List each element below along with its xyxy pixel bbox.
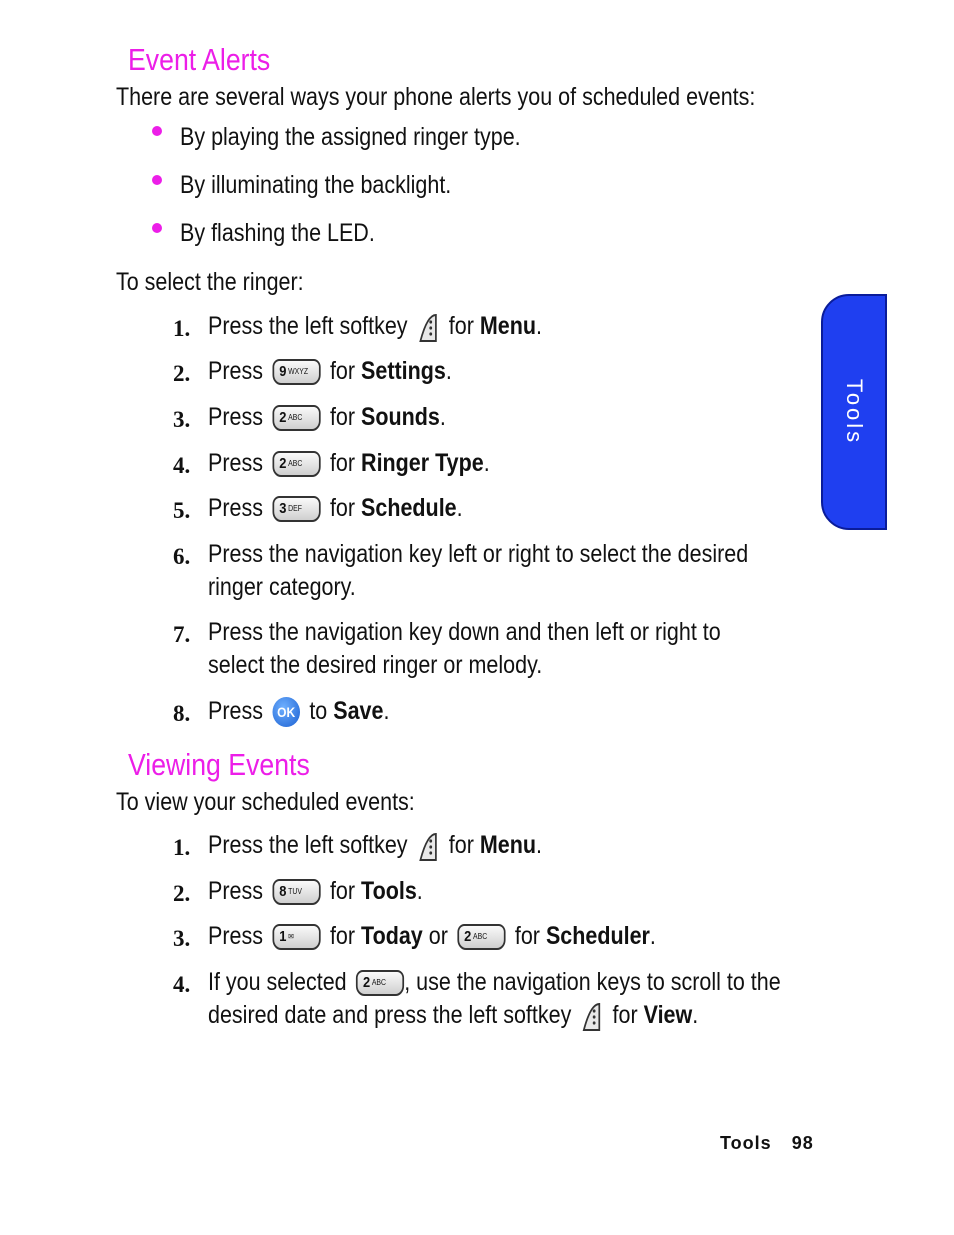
step-number: 5. [173, 498, 191, 523]
key-letters: ABC [473, 932, 488, 942]
key-digit: 1 [279, 928, 287, 946]
key-digit: 3 [279, 500, 287, 518]
key-digit: 2 [279, 455, 287, 473]
step-text: ringer category. [208, 573, 356, 601]
step-number: 4. [173, 453, 191, 478]
menu-label: Tools [361, 877, 417, 905]
key-digit: 8 [279, 883, 287, 901]
menu-label: Schedule [361, 494, 457, 522]
step-text: for [514, 922, 540, 950]
view-step-3 [208, 920, 656, 953]
step-text: Press the left softkey [208, 312, 408, 340]
key-letters: WXYZ [288, 367, 309, 377]
step-number: 6. [173, 544, 191, 569]
punct: . [535, 831, 542, 859]
menu-label: Menu [479, 831, 536, 859]
key-digit: 9 [279, 363, 287, 381]
key-digit: 2 [279, 409, 287, 427]
left-softkey-icon [417, 830, 439, 862]
key-8-icon [272, 879, 320, 905]
step-7 [208, 616, 721, 682]
section-title-event-alerts: Event Alerts [128, 42, 271, 77]
step-5 [208, 492, 463, 525]
step-text: for [448, 831, 474, 859]
bullet-item: By flashing the LED. [180, 219, 375, 247]
key-digit: 2 [464, 928, 472, 946]
key-letters: DEF [288, 504, 302, 514]
menu-label: Settings [361, 357, 446, 385]
view-step-4 [208, 966, 781, 1032]
step-text: Press [208, 877, 263, 905]
step-text: for [329, 357, 356, 385]
key-letters: TUV [288, 887, 302, 897]
menu-label: View [643, 1001, 693, 1029]
step-text: Press [208, 357, 263, 385]
step-2 [208, 355, 452, 388]
menu-label: Scheduler [545, 922, 650, 950]
bullet-dot [152, 175, 162, 185]
key-letters: ABC [371, 978, 386, 988]
punct: . [383, 697, 390, 725]
step-text: for [329, 494, 356, 522]
intro-text: There are several ways your phone alerts you of scheduled events: [116, 83, 756, 111]
punct: . [445, 357, 452, 385]
step-text: Press the left softkey [208, 831, 408, 859]
key-3-icon [272, 496, 320, 522]
step-text: select the desired ringer or melody. [208, 651, 543, 679]
menu-label: Ringer Type [361, 449, 484, 477]
step-text: for [329, 922, 356, 950]
left-softkey-icon [581, 1000, 603, 1032]
step-text: Press [208, 403, 263, 431]
punct: . [456, 494, 463, 522]
punct: . [416, 877, 423, 905]
bullet-dot [152, 223, 162, 233]
step-text: for [329, 403, 356, 431]
step-text: for [612, 1001, 638, 1029]
step-text: for [329, 449, 356, 477]
punct: . [692, 1001, 699, 1029]
punct: . [439, 403, 446, 431]
menu-label: Sounds [361, 403, 440, 431]
view-step-1 [208, 829, 542, 862]
step-text: for [329, 877, 356, 905]
page-footer [720, 1133, 814, 1154]
lead-text: To select the ringer: [116, 268, 304, 296]
step-text: Press the navigation key down and then left or right to [208, 618, 721, 646]
step-text: Press [208, 922, 263, 950]
menu-label: Menu [479, 312, 536, 340]
step-text: If you selected [208, 968, 347, 996]
key-1-icon [272, 924, 320, 950]
step-text: or [428, 922, 448, 950]
step-number: 3. [173, 926, 191, 951]
step-number: 4. [173, 972, 191, 997]
step-text: , use the navigation keys to scroll to the [404, 968, 781, 996]
bullet-item: By illuminating the backlight. [180, 171, 452, 199]
step-text: Press the navigation key left or right to select the desired [208, 540, 749, 568]
step-1 [208, 310, 542, 343]
bullet-dot [152, 126, 162, 136]
punct: . [649, 922, 656, 950]
step-text: for [448, 312, 474, 340]
step-text: to [309, 697, 328, 725]
key-letters: ✉ [288, 932, 294, 942]
page-number: 98 [791, 1133, 814, 1153]
step-8 [208, 695, 389, 728]
key-letters: ABC [288, 459, 303, 469]
lead-text: To view your scheduled events: [116, 788, 415, 816]
key-2-icon [457, 924, 505, 950]
view-step-2 [208, 875, 423, 908]
step-text: desired date and press the left softkey [208, 1001, 572, 1029]
step-number: 7. [173, 622, 191, 647]
key-9-icon [272, 359, 320, 385]
step-text: Press [208, 697, 263, 725]
key-2-icon [272, 451, 320, 477]
key-2-icon [272, 405, 320, 431]
punct: . [483, 449, 490, 477]
key-2-icon [356, 970, 404, 996]
punct: . [535, 312, 542, 340]
menu-label: Save [333, 697, 384, 725]
step-6 [208, 538, 748, 604]
step-number: 2. [173, 361, 191, 386]
step-number: 1. [173, 316, 191, 341]
section-title-viewing-events: Viewing Events [128, 747, 310, 782]
menu-label: Today [361, 922, 423, 950]
ok-key-icon: OK [272, 697, 300, 727]
side-tab-label: Tools [842, 378, 867, 446]
step-number: 8. [173, 701, 191, 726]
step-number: 1. [173, 835, 191, 860]
bullet-item: By playing the assigned ringer type. [180, 123, 521, 151]
step-number: 2. [173, 881, 191, 906]
left-softkey-icon [417, 311, 439, 343]
footer-section: Tools [720, 1133, 772, 1153]
step-3 [208, 401, 446, 434]
step-4 [208, 447, 490, 480]
key-letters: ABC [288, 413, 303, 423]
step-text: Press [208, 449, 263, 477]
step-text: Press [208, 494, 263, 522]
key-digit: 2 [362, 974, 371, 992]
step-number: 3. [173, 407, 191, 432]
